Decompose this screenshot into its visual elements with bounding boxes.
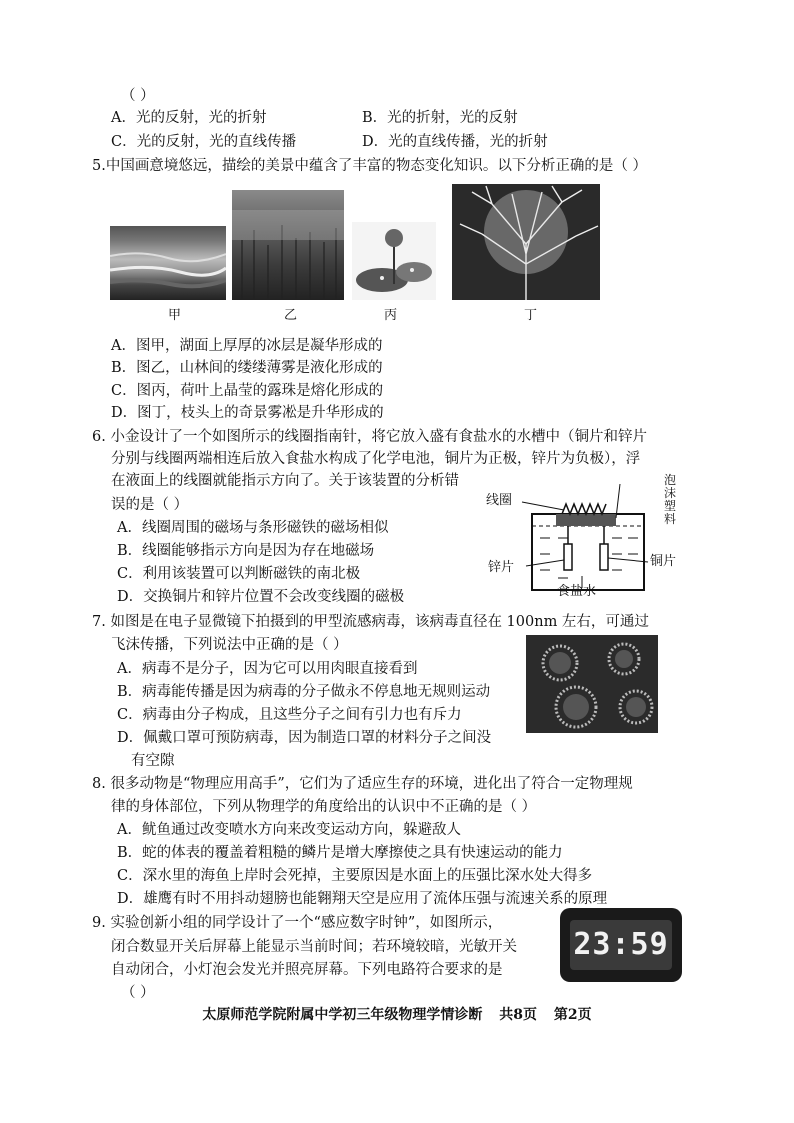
photo-bing-lotus — [352, 222, 436, 300]
q7-option-d-continued: 有空隙 — [131, 753, 175, 769]
label-foam: 泡沫塑料 — [664, 473, 677, 526]
caption-jia: 甲 — [168, 308, 182, 323]
lotus-illustration — [352, 222, 436, 300]
q6-option-a[interactable]: A．线圈周围的磁场与条形磁铁的磁场相似 — [117, 520, 389, 536]
q5-option-a[interactable]: A．图甲，湖面上厚厚的冰层是凝华形成的 — [111, 338, 383, 354]
label-zinc: 锌片 — [488, 560, 515, 575]
q6-option-d[interactable]: D．交换铜片和锌片位置不会改变线圈的磁极 — [117, 589, 405, 605]
q9-stem-line-1: 9. 实验创新小组的同学设计了一个“感应数字时钟”，如图所示， — [92, 915, 503, 931]
clock-digits: 23:59 — [573, 927, 669, 962]
q8-stem-line-2: 律的身体部位，下列从物理学的角度给出的认识中不正确的是（ ） — [111, 799, 537, 815]
coil-windings — [562, 504, 606, 514]
q5-stem: 5.中国画意境悠远，描绘的美景中蕴含了丰富的物态变化知识。以下分析正确的是（ ） — [92, 158, 647, 174]
photo-yi-misty-forest — [232, 190, 344, 300]
q6-stem-line-3: 在液面上的线圈就能指示方向了。关于该装置的分析错 — [111, 473, 459, 489]
clock-screen — [570, 920, 672, 970]
q6-stem-line-4: 误的是（ ） — [111, 497, 189, 513]
footer-title: 太原师范学院附属中学初三年级物理学情诊断 — [202, 1007, 483, 1023]
virus-particles — [526, 635, 658, 733]
page-footer — [0, 1004, 794, 1024]
label-copper: 铜片 — [650, 554, 677, 569]
photo-ding-rime-tree — [452, 184, 600, 300]
q4-option-b[interactable]: B．光的折射，光的反射 — [362, 110, 518, 126]
label-coil: 线圈 — [486, 493, 513, 508]
rime-tree-texture — [452, 184, 600, 300]
coil-leader — [522, 502, 564, 510]
photo-digital-clock — [560, 908, 682, 982]
footer-total-pages: 共8页 — [499, 1007, 537, 1023]
q8-option-b[interactable]: B．蛇的体表的覆盖着粗糙的鳞片是增大摩擦使之具有快速运动的能力 — [117, 845, 563, 861]
q5-option-d[interactable]: D．图丁，枝头上的奇景雾凇是升华形成的 — [111, 405, 384, 421]
q4-bracket: （ ） — [121, 88, 155, 104]
q7-option-c[interactable]: C．病毒由分子构成，且这些分子之间有引力也有斥力 — [117, 707, 462, 723]
q5-option-c[interactable]: C．图丙，荷叶上晶莹的露珠是熔化形成的 — [111, 383, 384, 399]
q9-stem-line-4: （ ） — [121, 985, 155, 1001]
q7-option-a[interactable]: A．病毒不是分子，因为它可以用肉眼直接看到 — [117, 661, 418, 677]
q7-option-b[interactable]: B．病毒能传播是因为病毒的分子做永不停息地无规则运动 — [117, 684, 491, 700]
q8-option-d[interactable]: D．雄鹰有时不用抖动翅膀也能翱翔天空是应用了流体压强与流速关系的原理 — [117, 891, 608, 907]
q7-stem-line-2: 飞沫传播，下列说法中正确的是（ ） — [111, 637, 348, 653]
misty-forest-texture — [232, 190, 344, 300]
caption-bing: 丙 — [384, 308, 398, 323]
q8-stem-line-1: 8. 很多动物是“物理应用高手”，它们为了适应生存的环境，进化出了符合一定物理规 — [92, 776, 633, 792]
q9-stem-line-3: 自动闭合，小灯泡会发光并照亮屏幕。下列电路符合要求的是 — [111, 962, 503, 978]
copper-plate — [600, 544, 608, 570]
q4-option-c[interactable]: C．光的反射，光的直线传播 — [111, 134, 297, 150]
q4-option-a[interactable]: A．光的反射，光的折射 — [111, 110, 267, 126]
q7-stem-line-1: 7. 如图是在电子显微镜下拍摄到的甲型流感病毒，该病毒直径在 100nm 左右，可通过 — [92, 614, 649, 630]
photo-flu-virus-micrograph — [526, 635, 658, 733]
photo-jia-frozen-lake — [110, 226, 226, 300]
caption-ding: 丁 — [524, 308, 538, 323]
footer-page-number: 第2页 — [553, 1007, 592, 1023]
zinc-plate — [564, 544, 572, 570]
foam-leader — [616, 484, 620, 518]
q5-option-b[interactable]: B．图乙，山林间的缕缕薄雾是液化形成的 — [111, 360, 383, 376]
frozen-lake-texture — [110, 226, 226, 300]
q6-stem-line-1: 6. 小金设计了一个如图所示的线圈指南针，将它放入盛有食盐水的水槽中（铜片和锌片 — [92, 429, 647, 445]
q8-option-c[interactable]: C．深水里的海鱼上岸时会死掉，主要原因是水面上的压强比深水处大得多 — [117, 868, 593, 884]
q4-option-d[interactable]: D．光的直线传播，光的折射 — [362, 134, 548, 150]
q6-option-c[interactable]: C．利用该装置可以判断磁铁的南北极 — [117, 566, 361, 582]
water-dashes — [540, 538, 638, 578]
q8-option-a[interactable]: A．鱿鱼通过改变喷水方向来改变运动方向，躲避敌人 — [117, 822, 461, 838]
q6-stem-line-2: 分别与线圈两端相连后放入食盐水构成了化学电池，铜片为正极，锌片为负极），浮 — [111, 451, 641, 467]
q7-option-d[interactable]: D．佩戴口罩可预防病毒，因为制造口罩的材料分子之间没 — [117, 730, 492, 746]
q9-stem-line-2: 闭合数显开关后屏幕上能显示当前时间；若环境较暗，光敏开关 — [111, 939, 517, 955]
caption-yi: 乙 — [284, 308, 298, 323]
copper-leader — [608, 558, 648, 562]
label-salt-water: 食盐水 — [557, 584, 597, 599]
q6-option-b[interactable]: B．线圈能够指示方向是因为存在地磁场 — [117, 543, 375, 559]
